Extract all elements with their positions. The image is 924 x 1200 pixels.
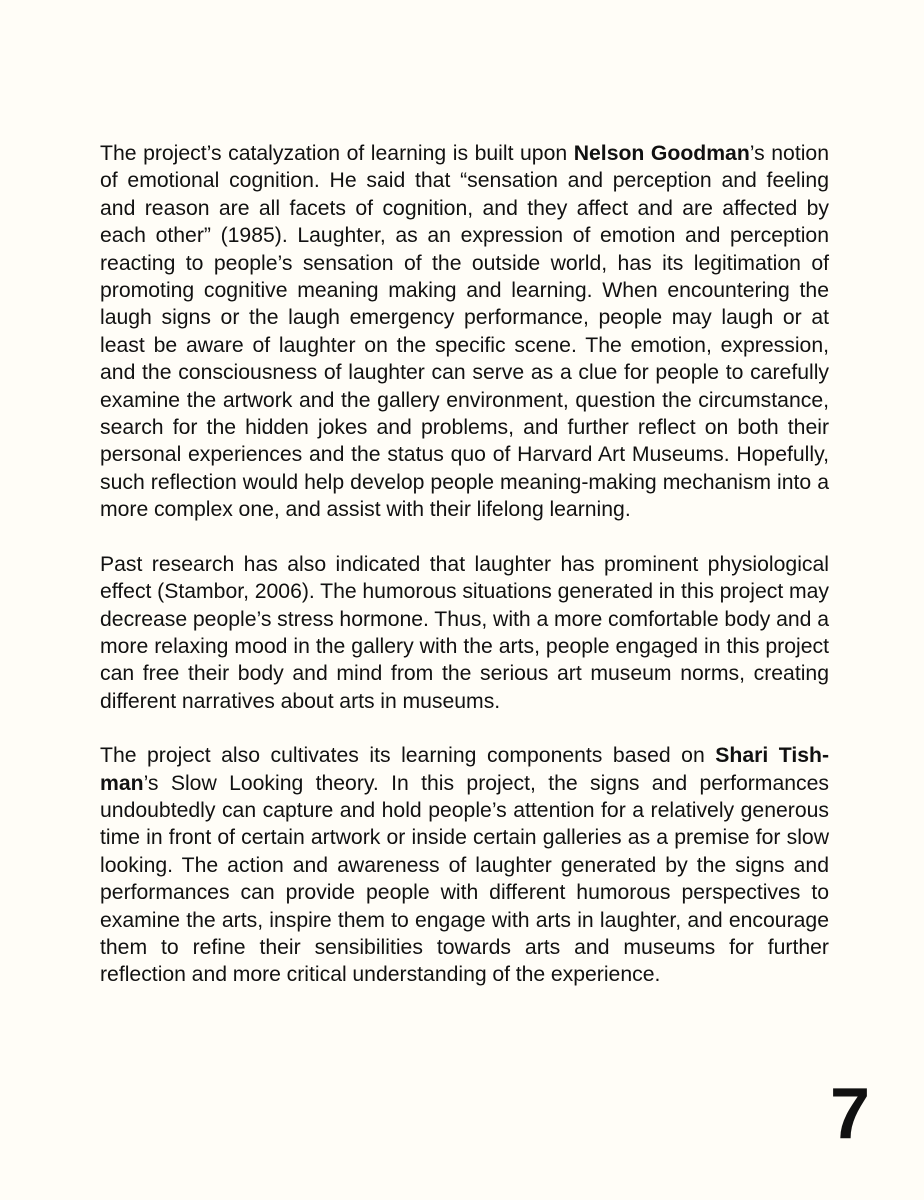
paragraph-slow-looking [100, 742, 829, 989]
author-name-nelson-goodman: Nelson Goodman [573, 142, 750, 165]
author-name-shari-tishman: Shari Tishman [100, 744, 829, 795]
paragraph-physiological-effect [100, 551, 829, 715]
paragraph-text: ’s notion of emotional cognition. He said that “sensation and perception and feeling and reason are all facets of cognition, and they affect and are affected by each other” (1985). Laughter, as an expression of emotion and perception reacting to people’s sensation of the outside world, has its legitimation of promoting cognitive meaning making and learning. When encountering the laugh signs or the laugh emergency performance, people may laugh or at least be aware of laughter on the specific scene. The emotion, expression, and the consciousness of laughter can serve as a clue for people to carefully examine the artwork and the gallery environment, question the circumstance, search for the hidden jokes and problems, and further reflect on both their personal experiences and the status quo of Harvard Art Museums. Hopefully, such reflection would help develop people meaning-making mechanism into a more complex one, and assist with their lifelong learning. [100, 142, 829, 522]
body-text [100, 140, 829, 1016]
paragraph-emotional-cognition [100, 140, 829, 524]
paragraph-text: Past research has also indicated that laughter has prominent physiological effect (Stambor, 2006). The humorous situations generated in this project may decrease people’s stress hormone. Thus, with a more comfortable body and a more relaxing mood in the gallery with the arts, people engaged in this project can free their body and mind from the serious art museum norms, creating different narratives about arts in museums. [100, 552, 829, 713]
paragraph-text: The project’s catalyzation of learning is built upon [100, 142, 574, 165]
page-number: 7 [829, 1074, 870, 1154]
paragraph-text: The project also cultivates its learning components based on [100, 744, 716, 768]
paragraph-text: ’s Slow Looking theory. In this project, the signs and performances undoubtedly can capture and hold people’s attention for a relatively generous time in front of certain artwork or inside certain galleries as a premise for slow looking. The action and awareness of laughter generated by the signs and performances can provide people with different humorous perspectives to examine the arts, inspire them to engage with arts in laughter, and encourage them to refine their sensibilities towards arts and museums for further reflection and more critical understanding of the experience. [100, 771, 829, 987]
